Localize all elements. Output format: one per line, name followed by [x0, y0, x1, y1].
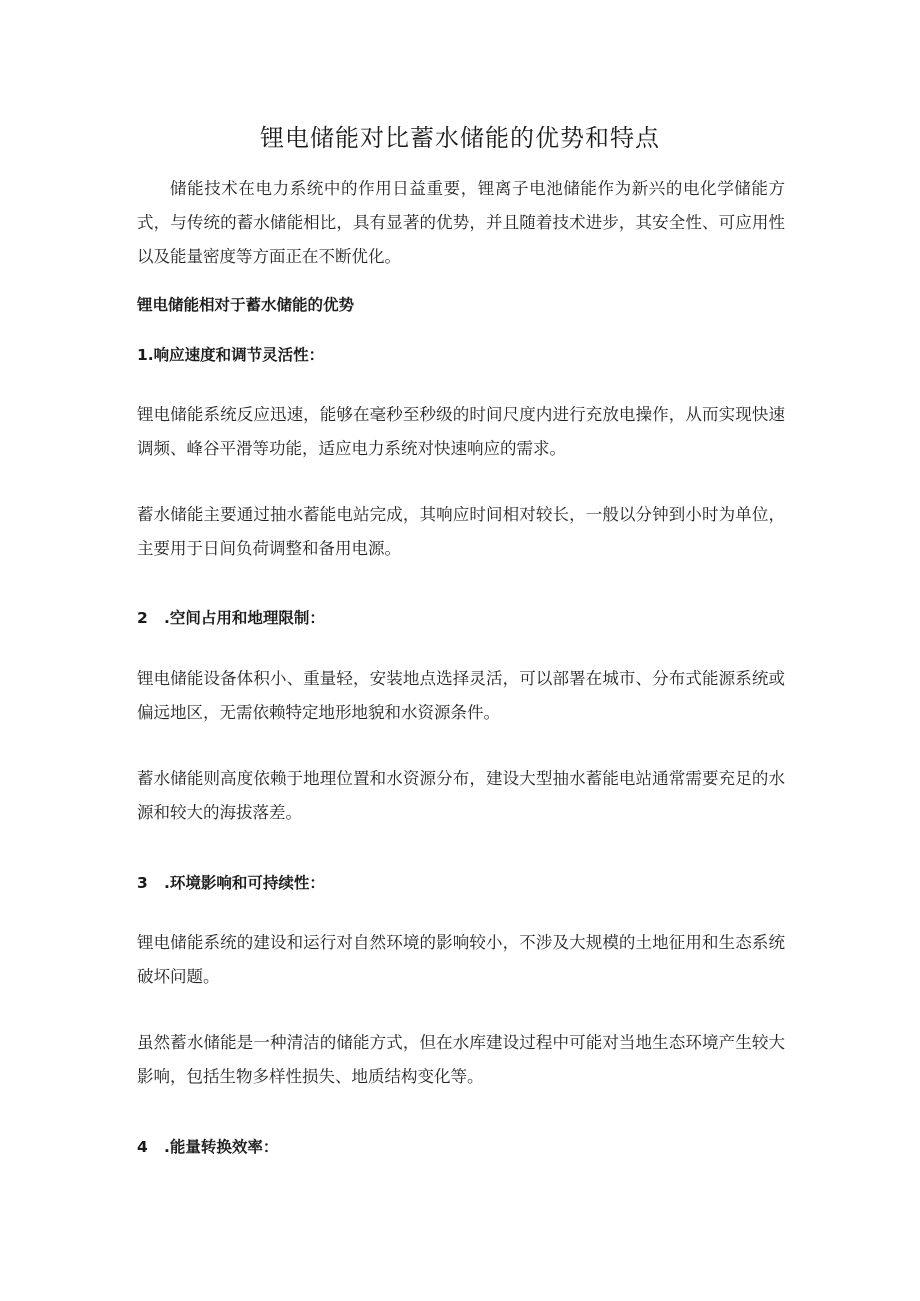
- section-heading: 锂电储能相对于蓄水储能的优势: [137, 296, 355, 314]
- document-title: 锂电储能对比蓄水储能的优势和特点: [260, 124, 660, 152]
- item-4-heading: 4 .能量转换效率：: [137, 1138, 279, 1156]
- item-1-heading: 1.响应速度和调节灵活性：: [137, 346, 325, 364]
- item-2-heading: 2 .空间占用和地理限制：: [137, 609, 325, 627]
- item-3-paragraph-1: 锂电储能系统的建设和运行对自然环境的影响较小，不涉及大规模的土地征用和生态系统破坏问题。: [137, 933, 785, 986]
- item-3-paragraph-2: 虽然蓄水储能是一种清洁的储能方式，但在水库建设过程中可能对当地生态环境产生较大影响，包括生物多样性损失、地质结构变化等。: [137, 1033, 785, 1086]
- item-3-heading: 3 .环境影响和可持续性：: [137, 874, 325, 892]
- item-2-paragraph-2: 蓄水储能则高度依赖于地理位置和水资源分布，建设大型抽水蓄能电站通常需要充足的水源和较大的海拔落差。: [137, 769, 785, 822]
- item-1-paragraph-2: 蓄水储能主要通过抽水蓄能电站完成，其响应时间相对较长，一般以分钟到小时为单位，主要用于日间负荷调整和备用电源。: [137, 505, 785, 558]
- item-1-paragraph-1: 锂电储能系统反应迅速，能够在毫秒至秒级的时间尺度内进行充放电操作，从而实现快速调频、峰谷平滑等功能，适应电力系统对快速响应的需求。: [137, 405, 785, 458]
- intro-paragraph: 储能技术在电力系统中的作用日益重要，锂离子电池储能作为新兴的电化学储能方式，与传统的蓄水储能相比，具有显著的优势，并且随着技术进步，其安全性、可应用性以及能量密度等方面正在不断优化。: [137, 179, 785, 266]
- item-2-paragraph-1: 锂电储能设备体积小、重量轻，安装地点选择灵活，可以部署在城市、分布式能源系统或偏远地区，无需依赖特定地形地貌和水资源条件。: [137, 669, 785, 722]
